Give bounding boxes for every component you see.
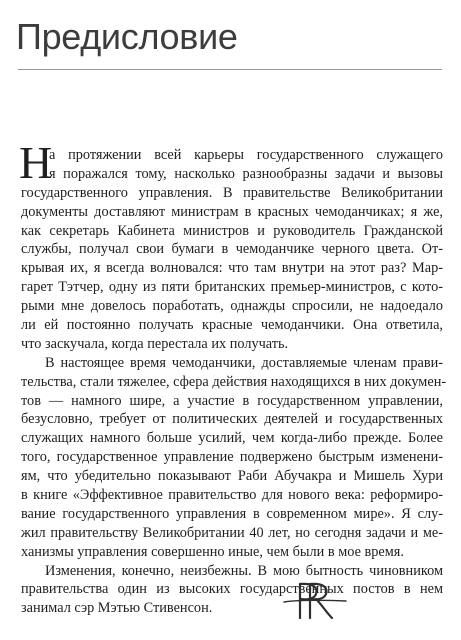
text-line: гарет Тэтчер, одну из пяти британских премьер-министров, с кото- bbox=[21, 279, 443, 296]
text-line: документы доставляют министрам в красных чемоданчиках; я же, bbox=[21, 203, 443, 220]
page-title: Предисловие bbox=[16, 16, 238, 57]
text-line: служащих намного больше усилий, чем когда-либо прежде. Более bbox=[21, 430, 443, 447]
text-line: занимал сэр Мэтью Стивенсон. bbox=[21, 600, 213, 617]
text-line: правительства один из высоких государственных постов в нем bbox=[21, 581, 443, 598]
text-line: тов — намного шире, а участие в государственном управлении, bbox=[21, 392, 443, 409]
body-text bbox=[19, 137, 447, 618]
text-line: в книге «Эффективное правительство для нового века: реформиро- bbox=[21, 487, 443, 504]
publisher-monogram-icon bbox=[280, 578, 350, 624]
text-line: государственного управления. В правительстве Великобритании bbox=[21, 184, 443, 201]
text-line: вание государственного управления в современном мире». Я слу- bbox=[21, 505, 443, 522]
text-line: того, государственное управление подвержено быстрым изменени- bbox=[21, 449, 443, 466]
text-line: жил правительству Великобритании 40 лет, но сегодня задачи и ме- bbox=[21, 524, 443, 541]
text-line: В настоящее время чемоданчики, доставляемые членам прави- bbox=[45, 354, 443, 371]
text-line: ханизмы управления совершенно иные, чем были в мое время. bbox=[21, 543, 404, 560]
text-line: я поражался тому, насколько разнообразны задачи и вызовы bbox=[49, 165, 443, 182]
text-line: ям, что убедительно показывают Раби Абучакра и Мишель Хури bbox=[21, 468, 443, 485]
text-line: рыми мне довелось поработать, однажды спросили, не надоедало bbox=[21, 298, 443, 315]
text-line: крывая их, я всегда волновался: что там внутри на этот раз? Мар- bbox=[21, 260, 443, 277]
text-line: тельства, стали тяжелее, сфера действия находящихся в них докумен- bbox=[21, 373, 447, 390]
text-line: безусловно, требует от политических деятелей и государственных bbox=[21, 411, 443, 428]
text-line: ли ей постоянно получать красные чемоданчики. Она ответила, bbox=[21, 317, 443, 334]
text-line: Изменения, конечно, неизбежны. В мою бытность чиновником bbox=[45, 562, 443, 579]
text-line: а протяжении всей карьеры государственного служащего bbox=[49, 147, 443, 163]
text-line: службы, получал свои бумаги в чемоданчике черного цвета. От- bbox=[21, 241, 443, 258]
text-line: что заскучала, когда перестала их получать. bbox=[21, 335, 289, 352]
text-line: как секретарь Кабинета министров и руководитель Гражданской bbox=[21, 222, 443, 239]
title-divider bbox=[18, 69, 442, 70]
drop-cap: Н bbox=[19, 137, 53, 188]
